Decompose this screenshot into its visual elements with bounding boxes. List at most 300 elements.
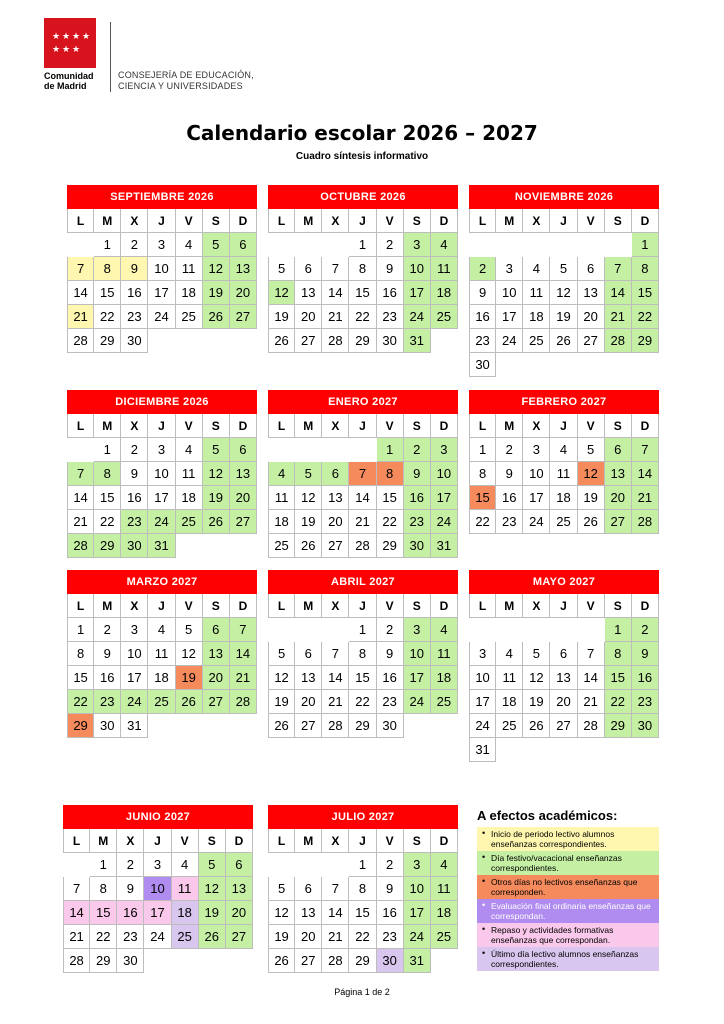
day-cell: 10	[148, 257, 175, 281]
day-cell: 17	[404, 666, 431, 690]
day-cell: 26	[578, 510, 605, 534]
legend-item-otros: • Otros días no lectivos enseñanzas que corresponden.	[477, 875, 659, 899]
day-cell: 14	[349, 486, 376, 510]
day-cell: 29	[90, 949, 117, 973]
day-cell: 7	[322, 257, 349, 281]
month-calendar	[268, 805, 458, 973]
weekday-header: S	[203, 594, 230, 618]
day-cell: 19	[523, 690, 550, 714]
day-cell: 2	[632, 618, 659, 642]
day-cell: 20	[230, 281, 257, 305]
day-cell: 26	[203, 510, 230, 534]
day-cell: 3	[496, 257, 523, 281]
empty-cell	[578, 618, 605, 642]
day-cell: 4	[172, 853, 199, 877]
weekday-header: M	[295, 829, 322, 853]
empty-cell	[469, 233, 496, 257]
day-cell: 10	[404, 642, 431, 666]
empty-cell	[268, 853, 295, 877]
weekday-header: J	[148, 594, 175, 618]
day-cell: 10	[148, 462, 175, 486]
day-cell: 28	[67, 329, 94, 353]
day-cell: 25	[172, 925, 199, 949]
day-cell: 16	[94, 666, 121, 690]
day-cell: 12	[203, 257, 230, 281]
day-cell: 16	[404, 486, 431, 510]
day-cell: 25	[523, 329, 550, 353]
day-cell: 16	[121, 281, 148, 305]
day-cell: 9	[404, 462, 431, 486]
month-calendar	[268, 390, 458, 558]
weekday-header: D	[230, 594, 257, 618]
day-cell: 30	[117, 949, 144, 973]
page-subtitle: Cuadro síntesis informativo	[295, 151, 429, 162]
day-cell: 21	[605, 305, 632, 329]
day-cell: 19	[268, 305, 295, 329]
day-cell: 24	[121, 690, 148, 714]
day-cell: 28	[605, 329, 632, 353]
day-cell: 3	[404, 618, 431, 642]
empty-cell	[496, 233, 523, 257]
day-cell: 5	[199, 853, 226, 877]
day-cell: 3	[148, 438, 175, 462]
day-cell: 28	[230, 690, 257, 714]
day-cell: 12	[268, 666, 295, 690]
day-cell: 14	[632, 462, 659, 486]
day-cell: 8	[632, 257, 659, 281]
weekday-header: X	[121, 209, 148, 233]
day-cell: 1	[349, 233, 376, 257]
legend-item-ultimo: • Último día lectivo alumnos enseñanzas correspondientes.	[477, 947, 659, 971]
weekday-header: J	[349, 414, 376, 438]
month-calendar	[469, 185, 659, 377]
day-cell: 11	[268, 486, 295, 510]
day-cell: 13	[295, 666, 322, 690]
day-cell: 10	[404, 877, 431, 901]
day-cell: 20	[203, 666, 230, 690]
day-cell: 1	[349, 618, 376, 642]
day-cell: 15	[349, 281, 376, 305]
day-cell: 9	[117, 877, 144, 901]
day-cell: 9	[377, 642, 404, 666]
weekday-header: M	[94, 594, 121, 618]
weekday-header: V	[377, 209, 404, 233]
weekday-header: S	[404, 414, 431, 438]
day-cell: 17	[431, 486, 458, 510]
day-cell: 10	[431, 462, 458, 486]
day-cell: 9	[632, 642, 659, 666]
weekday-header: J	[349, 594, 376, 618]
day-cell: 13	[295, 901, 322, 925]
day-cell: 8	[377, 462, 404, 486]
month-calendar	[268, 185, 458, 353]
day-cell: 21	[322, 925, 349, 949]
day-cell: 25	[496, 714, 523, 738]
day-cell: 10	[404, 257, 431, 281]
header-divider	[110, 22, 111, 92]
day-cell: 31	[469, 738, 496, 762]
empty-cell	[605, 233, 632, 257]
day-cell: 16	[377, 901, 404, 925]
day-cell: 18	[431, 901, 458, 925]
day-cell: 11	[550, 462, 577, 486]
weekday-header: J	[349, 209, 376, 233]
day-cell: 11	[176, 257, 203, 281]
day-cell: 17	[148, 486, 175, 510]
weekday-header: X	[322, 594, 349, 618]
month-calendar	[469, 570, 659, 762]
day-cell: 15	[469, 486, 496, 510]
day-cell: 9	[121, 257, 148, 281]
day-cell: 20	[295, 925, 322, 949]
day-cell: 23	[121, 510, 148, 534]
day-cell: 5	[268, 642, 295, 666]
day-cell: 28	[67, 534, 94, 558]
day-cell: 22	[94, 510, 121, 534]
day-cell: 23	[121, 305, 148, 329]
day-cell: 18	[431, 666, 458, 690]
day-cell: 24	[404, 690, 431, 714]
weekday-header: X	[322, 414, 349, 438]
weekday-header: L	[268, 829, 295, 853]
day-cell: 10	[523, 462, 550, 486]
weekday-header: V	[578, 594, 605, 618]
day-cell: 12	[268, 901, 295, 925]
day-cell: 4	[523, 257, 550, 281]
weekday-header: V	[377, 414, 404, 438]
weekday-header: M	[496, 209, 523, 233]
empty-cell	[67, 233, 94, 257]
weekday-header: V	[176, 594, 203, 618]
day-cell: 1	[377, 438, 404, 462]
legend	[477, 808, 659, 971]
day-cell: 31	[121, 714, 148, 738]
day-cell: 8	[605, 642, 632, 666]
weekday-header: X	[121, 414, 148, 438]
day-cell: 24	[144, 925, 171, 949]
day-cell: 18	[172, 901, 199, 925]
day-cell: 24	[431, 510, 458, 534]
day-cell: 23	[377, 305, 404, 329]
weekday-header: V	[578, 414, 605, 438]
empty-cell	[322, 233, 349, 257]
day-cell: 23	[469, 329, 496, 353]
day-cell: 5	[268, 257, 295, 281]
day-cell: 21	[230, 666, 257, 690]
day-cell: 23	[404, 510, 431, 534]
empty-cell	[322, 618, 349, 642]
day-cell: 5	[578, 438, 605, 462]
empty-cell	[496, 618, 523, 642]
day-cell: 6	[295, 642, 322, 666]
day-cell: 7	[578, 642, 605, 666]
weekday-header: S	[404, 209, 431, 233]
day-cell: 30	[404, 534, 431, 558]
day-cell: 29	[67, 714, 94, 738]
day-cell: 4	[431, 853, 458, 877]
day-cell: 30	[469, 353, 496, 377]
day-cell: 11	[148, 642, 175, 666]
day-cell: 30	[121, 329, 148, 353]
day-cell: 19	[550, 305, 577, 329]
day-cell: 26	[203, 305, 230, 329]
month-grid	[67, 209, 257, 353]
month-calendar	[63, 805, 253, 973]
day-cell: 11	[172, 877, 199, 901]
month-title: DICIEMBRE 2026	[67, 390, 257, 414]
day-cell: 17	[121, 666, 148, 690]
day-cell: 16	[117, 901, 144, 925]
day-cell: 27	[230, 510, 257, 534]
day-cell: 9	[121, 462, 148, 486]
weekday-header: M	[496, 414, 523, 438]
day-cell: 14	[322, 281, 349, 305]
month-grid	[63, 829, 253, 973]
day-cell: 19	[199, 901, 226, 925]
day-cell: 31	[404, 949, 431, 973]
weekday-header: D	[431, 829, 458, 853]
weekday-header: S	[203, 414, 230, 438]
day-cell: 17	[148, 281, 175, 305]
day-cell: 24	[404, 305, 431, 329]
day-cell: 19	[203, 281, 230, 305]
empty-cell	[523, 233, 550, 257]
day-cell: 4	[268, 462, 295, 486]
day-cell: 25	[431, 305, 458, 329]
month-calendar	[67, 390, 257, 558]
day-cell: 21	[322, 305, 349, 329]
weekday-header: M	[295, 414, 322, 438]
weekday-header: X	[523, 209, 550, 233]
legend-title: A efectos académicos:	[477, 808, 618, 823]
day-cell: 4	[431, 618, 458, 642]
empty-cell	[295, 618, 322, 642]
weekday-header: S	[199, 829, 226, 853]
weekday-header: S	[203, 209, 230, 233]
empty-cell	[550, 233, 577, 257]
day-cell: 22	[94, 305, 121, 329]
day-cell: 19	[268, 690, 295, 714]
empty-cell	[63, 853, 90, 877]
day-cell: 7	[63, 877, 90, 901]
day-cell: 28	[322, 949, 349, 973]
day-cell: 24	[148, 305, 175, 329]
weekday-header: D	[230, 209, 257, 233]
day-cell: 24	[523, 510, 550, 534]
day-cell: 13	[605, 462, 632, 486]
day-cell: 6	[550, 642, 577, 666]
day-cell: 26	[268, 714, 295, 738]
day-cell: 28	[632, 510, 659, 534]
weekday-header: L	[268, 594, 295, 618]
day-cell: 26	[176, 690, 203, 714]
empty-cell	[268, 233, 295, 257]
day-cell: 30	[94, 714, 121, 738]
day-cell: 5	[203, 233, 230, 257]
day-cell: 9	[377, 877, 404, 901]
day-cell: 4	[431, 233, 458, 257]
day-cell: 16	[496, 486, 523, 510]
weekday-header: J	[148, 414, 175, 438]
month-title: MAYO 2027	[469, 570, 659, 594]
day-cell: 12	[295, 486, 322, 510]
day-cell: 18	[550, 486, 577, 510]
day-cell: 7	[322, 877, 349, 901]
weekday-header: L	[268, 209, 295, 233]
empty-cell	[523, 618, 550, 642]
day-cell: 4	[550, 438, 577, 462]
day-cell: 18	[176, 486, 203, 510]
day-cell: 7	[605, 257, 632, 281]
day-cell: 23	[632, 690, 659, 714]
day-cell: 18	[268, 510, 295, 534]
weekday-header: L	[469, 414, 496, 438]
day-cell: 28	[322, 714, 349, 738]
day-cell: 29	[94, 329, 121, 353]
legend-item-inicio: • Inicio de periodo lectivo alumnos enseñanzas correspondientes.	[477, 827, 659, 851]
weekday-header: L	[67, 414, 94, 438]
day-cell: 2	[121, 233, 148, 257]
day-cell: 17	[144, 901, 171, 925]
weekday-header: M	[94, 414, 121, 438]
day-cell: 24	[148, 510, 175, 534]
day-cell: 19	[268, 925, 295, 949]
day-cell: 1	[605, 618, 632, 642]
day-cell: 20	[295, 305, 322, 329]
day-cell: 26	[268, 329, 295, 353]
day-cell: 22	[67, 690, 94, 714]
day-cell: 11	[523, 281, 550, 305]
day-cell: 2	[121, 438, 148, 462]
day-cell: 21	[67, 510, 94, 534]
month-grid	[268, 209, 458, 353]
weekday-header: J	[550, 414, 577, 438]
day-cell: 18	[496, 690, 523, 714]
day-cell: 30	[377, 329, 404, 353]
day-cell: 7	[67, 257, 94, 281]
day-cell: 8	[469, 462, 496, 486]
day-cell: 21	[632, 486, 659, 510]
day-cell: 8	[94, 257, 121, 281]
day-cell: 11	[431, 877, 458, 901]
day-cell: 2	[404, 438, 431, 462]
day-cell: 8	[94, 462, 121, 486]
day-cell: 28	[63, 949, 90, 973]
month-title: ENERO 2027	[268, 390, 458, 414]
empty-cell	[295, 233, 322, 257]
month-calendar	[268, 570, 458, 738]
day-cell: 27	[578, 329, 605, 353]
day-cell: 29	[94, 534, 121, 558]
day-cell: 4	[496, 642, 523, 666]
day-cell: 16	[377, 666, 404, 690]
day-cell: 27	[295, 329, 322, 353]
weekday-header: X	[322, 209, 349, 233]
day-cell: 25	[268, 534, 295, 558]
day-cell: 20	[322, 510, 349, 534]
comunidad-de-madrid-logo	[44, 18, 98, 91]
day-cell: 2	[377, 853, 404, 877]
day-cell: 31	[148, 534, 175, 558]
day-cell: 13	[203, 642, 230, 666]
day-cell: 7	[349, 462, 376, 486]
day-cell: 1	[94, 438, 121, 462]
day-cell: 17	[404, 281, 431, 305]
day-cell: 22	[90, 925, 117, 949]
day-cell: 1	[94, 233, 121, 257]
day-cell: 25	[176, 305, 203, 329]
logo-line-1: Comunidad	[44, 71, 94, 81]
weekday-header: M	[90, 829, 117, 853]
day-cell: 20	[550, 690, 577, 714]
day-cell: 1	[90, 853, 117, 877]
weekday-header: D	[431, 594, 458, 618]
weekday-header: L	[469, 209, 496, 233]
month-calendar	[67, 570, 257, 738]
day-cell: 18	[523, 305, 550, 329]
day-cell: 8	[349, 642, 376, 666]
weekday-header: D	[431, 209, 458, 233]
day-cell: 15	[605, 666, 632, 690]
day-cell: 3	[148, 233, 175, 257]
day-cell: 15	[94, 486, 121, 510]
day-cell: 23	[377, 690, 404, 714]
day-cell: 2	[117, 853, 144, 877]
day-cell: 27	[605, 510, 632, 534]
day-cell: 8	[349, 877, 376, 901]
day-cell: 3	[404, 233, 431, 257]
day-cell: 1	[67, 618, 94, 642]
weekday-header: S	[605, 414, 632, 438]
day-cell: 4	[176, 233, 203, 257]
day-cell: 9	[377, 257, 404, 281]
day-cell: 2	[377, 618, 404, 642]
empty-cell	[268, 618, 295, 642]
day-cell: 31	[431, 534, 458, 558]
day-cell: 18	[148, 666, 175, 690]
day-cell: 23	[117, 925, 144, 949]
day-cell: 5	[176, 618, 203, 642]
day-cell: 28	[578, 714, 605, 738]
month-grid	[469, 594, 659, 762]
legend-item-repaso: • Repaso y actividades formativas enseñanzas que correspondan.	[477, 923, 659, 947]
day-cell: 29	[349, 714, 376, 738]
month-grid	[469, 209, 659, 377]
month-title: JUNIO 2027	[63, 805, 253, 829]
month-calendar	[67, 185, 257, 353]
day-cell: 15	[349, 666, 376, 690]
day-cell: 27	[322, 534, 349, 558]
day-cell: 22	[377, 510, 404, 534]
weekday-header: L	[268, 414, 295, 438]
month-grid	[268, 594, 458, 738]
month-title: JULIO 2027	[268, 805, 458, 829]
day-cell: 25	[550, 510, 577, 534]
legend-item-evaluacion: • Evaluación final ordinaria enseñanzas que correspondan.	[477, 899, 659, 923]
day-cell: 15	[94, 281, 121, 305]
day-cell: 27	[295, 949, 322, 973]
page-number: Página 1 de 2	[334, 987, 390, 997]
day-cell: 29	[377, 534, 404, 558]
day-cell: 21	[349, 510, 376, 534]
day-cell: 29	[605, 714, 632, 738]
day-cell: 3	[469, 642, 496, 666]
weekday-header: M	[295, 594, 322, 618]
weekday-header: J	[144, 829, 171, 853]
day-cell: 14	[67, 281, 94, 305]
day-cell: 30	[377, 714, 404, 738]
day-cell: 17	[404, 901, 431, 925]
